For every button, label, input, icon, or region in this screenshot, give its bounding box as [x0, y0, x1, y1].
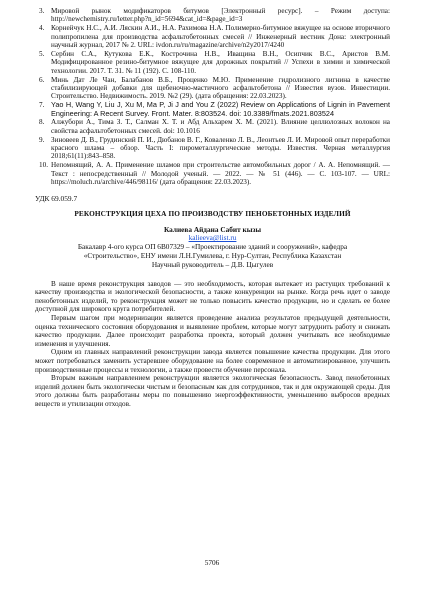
author-affiliation-line: Бакалавр 4-ого курса ОП 6В07329 – «Проектирование зданий и сооружений», кафедра — [77, 242, 348, 252]
body-paragraph: Вторым важным направлением реконструкции является экологическая безопасность. Завод пенобетонных изделий должен быть экологически чистым и безопасным как для сотрудников, так и для окружающей среды. Для этого должны быть разработаны меры по повышению энергоэффективности, уменьшению выбросов вредных веществ и утилизации отходов. — [35, 374, 390, 408]
reference-list — [35, 7, 390, 187]
reference-number: 6. — [39, 75, 45, 84]
author-email-link[interactable]: kalieeva@list.ru — [188, 233, 237, 243]
reference-text: Алжубори А., Тима З. Т., Салман Х. Т. и Абд Альхарем Х. М. (2021). Влияние целлюлозных волокон на свойства асфальтобетонных смесей. doi: 10.1016 — [51, 118, 390, 135]
reference-text: Непомнящий, А. А. Применение шламов при строительстве автомобильных дорог / А. А. Непомнящий. — Текст : непосредственный // Молодой ученый. — 2022. — № 51 (446). — С. 103-107. — URL: https://moluch.ru/archive/446/98116/ (дата обращения: 22.03.2023). — [51, 161, 390, 187]
reference-item — [35, 76, 390, 101]
reference-text: Минь Дат Ле Чан, Балабанов В.Б., Проценко М.Ю. Применение гидролизного лигнина в качестве стабилизирующей добавки для щебеночно-мастичного асфальтобетона // Известия вузов. Инвестиции. Строительство. Недвижимость. 2019. №2 (29). (дата обращения: 22.03.2023). — [51, 75, 390, 101]
reference-number: 7. — [39, 101, 45, 110]
body-paragraph: Первым шагом при модернизации является проведение анализа результатов предыдущей деятельности, оценка технического состояния оборудования и выявление проблем, которые могут затруднить работу и снижать качество продукции. Далее происходит разработка проекта, который должен учитывать все необходимые изменения и улучшения. — [35, 313, 390, 348]
reference-text: Yao H, Wang Y, Liu J, Xu M, Ma P, Ji J and You Z (2022) Review on Applications of Lignin in Pavement Engineering: A Recent Survey. Front. Mater. 8:803524. doi: 10.3389/fmats.2021.803524 — [51, 100, 390, 118]
reference-text: Корнейчук Н.С., А.И. Ляскин А.И., Н.А. Рахимова Н.А. Полимерно-битумное вяжущее на основе вторичного полипропилена для производства асфальтобетонных смесей // Инженерный вестник Дона: электронный научный журнал, 2017 № 2. URL: ivdon.ru/ru/magazine/archive/n2y2017/4240 — [51, 24, 390, 50]
reference-text: Мировой рынок модификаторов битумов [Электронный ресурс]. – Режим доступа: http://newchemistry.ru/letter.php?n_id=5694&cat_id=&page_id=3 — [51, 7, 390, 24]
reference-number: 5. — [39, 49, 45, 58]
reference-number: 10. — [39, 161, 48, 170]
body-paragraph: В наше время реконструкция заводов — это необходимость, которая вытекает из растущих требований к качеству производства и экологической безопасности, а также конкуренции на рынке. Когда речь идет о заводе пенобетонных изделий, то реконструкция может не только повысить качество продукции, но и сделать ее более доступной для широкого круга потребителей. — [35, 279, 390, 314]
reference-text: Сербин С.А., Кутукова Е.К., Кострочина Н.В., Иващина В.Н., Осипчик В.С., Аристов В.М. Модифицированное резино-битумное вяжущее для дорожных покрытий // Успехи в химии и химической технологии. 2017. Т. 31. № 11 (192). С. 108-110. — [51, 49, 390, 75]
scientific-supervisor: Научный руководитель – Д.В. Цыгулев — [151, 259, 274, 269]
reference-item — [35, 24, 390, 49]
reference-item — [35, 101, 390, 118]
udc-code: УДК 69.059.7 — [35, 193, 78, 203]
page-number: 5706 — [204, 558, 220, 567]
reference-item — [35, 50, 390, 75]
article-body — [35, 280, 390, 409]
reference-text: Зиновеев Д. В., Грудинский П. И., Дюбанов В. Г., Коваленко Л. В., Леонтьев Л. И. Мировой опыт переработки красного шлама – обзор. Часть I: пирометаллургические методы. Известия. Черная металлургия 2018;61(11):843–858. — [51, 135, 390, 161]
body-paragraph: Одним из главных направлений реконструкции завода является повышение качества продукции. Для этого может потребоваться заменить устаревшее оборудование на более современное и автоматизированное, улучшить производственные процессы и технологии, а также провести обучение персонала. — [35, 348, 390, 374]
reference-item — [35, 7, 390, 24]
author-name: Калиева Айдана Сабит кызы — [163, 224, 262, 234]
reference-number: 8. — [39, 118, 45, 127]
author-block — [35, 226, 390, 270]
reference-item — [35, 136, 390, 161]
reference-item — [35, 161, 390, 186]
article-title: РЕКОНСТРУКЦИЯ ЦЕХА ПО ПРОИЗВОДСТВУ ПЕНОБЕТОННЫХ ИЗДЕЛИЙ — [74, 208, 351, 218]
reference-number: 9. — [39, 135, 45, 144]
author-affiliation-line: «Строительство», ЕНУ имени Л.Н.Гумилева, г. Нур-Султан, Республика Казахстан — [83, 250, 342, 260]
reference-item — [35, 118, 390, 135]
reference-number: 4. — [39, 24, 45, 33]
reference-number: 3. — [39, 7, 45, 15]
